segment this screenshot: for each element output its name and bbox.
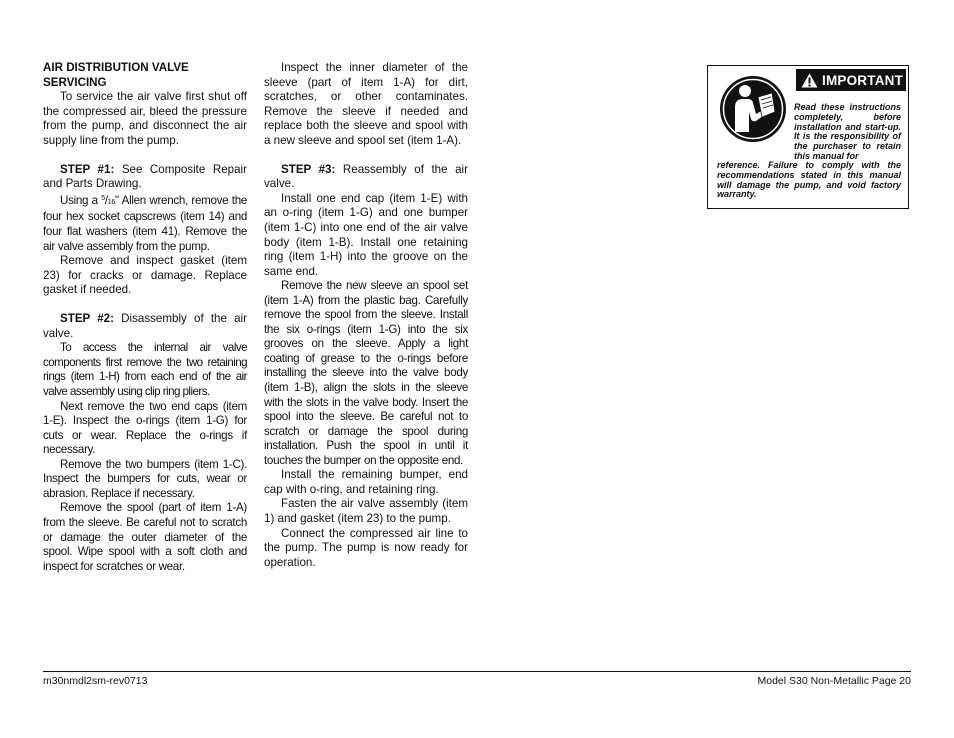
footer-doc-code: m30nmdl2sm-rev0713	[43, 675, 148, 687]
step1-gasket-paragraph: Remove and inspect gasket (item 23) for cracks or damage. Replace gasket if needed.	[43, 254, 247, 297]
footer-page-label: Model S30 Non-Metallic Page 20	[757, 675, 911, 687]
step3-remaining-paragraph: Install the remaining bumper, end cap with o-ring, and retaining ring.	[264, 468, 468, 496]
step3-text: Reassembly of the air valve.	[264, 162, 468, 191]
wrench-prefix: Using a	[60, 193, 102, 207]
step3-paragraph	[264, 163, 468, 192]
important-title: IMPORTANT	[822, 72, 904, 88]
important-text-upper: Read these instructions completely, before installation and start-up. It is the responsibility of the purchaser to retain this manual for	[794, 102, 901, 161]
fraction-numerator: 5	[101, 194, 105, 202]
step3-connect-paragraph: Connect the compressed air line to the pump. The pump is now ready for operation.	[264, 526, 468, 569]
step3-label: STEP #3:	[281, 162, 336, 176]
fraction-denominator: 16	[107, 198, 115, 206]
step3-endcap-paragraph: Install one end cap (item 1-E) with an o-ring (item 1-G) and one bumper (item 1-C) into one end of the air valve body (item 1-B). Install one retaining ring (item 1-H) into the groove on the same end.	[264, 191, 468, 278]
step1-wrench-paragraph	[43, 192, 247, 254]
step2-access-paragraph: To access the internal air valve components first remove the two retaining rings (item 1-H) from each end of the air valve assembly using clip ring pliers.	[43, 341, 247, 399]
step2-paragraph	[43, 312, 247, 341]
important-header	[796, 69, 906, 91]
important-notice-box	[707, 65, 909, 209]
step2-sleeve-paragraph: Inspect the inner diameter of the sleeve (part of item 1-A) for dirt, scratches, or other contaminates. Remove the sleeve if needed and replace both the sleeve and spool with a new sleeve and spool set (item 1-A).	[264, 61, 468, 147]
step2-label: STEP #2:	[60, 312, 114, 326]
step2-spool-paragraph: Remove the spool (part of item 1-A) from the sleeve. Be careful not to scratch or damage the outer diameter of the spool. Wipe spool with a soft cloth and inspect for scratches or wear.	[43, 501, 247, 573]
step2-bumpers-paragraph: Remove the two bumpers (item 1-C). Inspect the bumpers for cuts, wear or abrasion. Replace if necessary.	[43, 457, 247, 500]
step1-label: STEP #1:	[60, 162, 115, 176]
step2-text: Disassembly of the air valve.	[43, 312, 247, 340]
step1-paragraph	[43, 163, 247, 192]
step3-fasten-paragraph: Fasten the air valve assembly (item 1) and gasket (item 23) to the pump.	[264, 497, 468, 525]
step1-text: See Composite Repair and Parts Drawing.	[43, 162, 247, 191]
section-title-line2: SERVICING	[43, 75, 107, 89]
important-text-lower: reference. Failure to comply with the recommendations stated in this manual will damage the pump, and void factory warranty.	[717, 160, 901, 200]
middle-column	[264, 61, 468, 570]
step3-sleeve-paragraph: Remove the new sleeve an spool set (item 1-A) from the plastic bag. Carefully remove the spool from the sleeve. Install the six o-rings (item 1-G) into the six grooves on the sleeve. Apply a light coating of grease to the o-rings before installing the sleeve into the valve body (item 1-B), align the slots in the sleeve with the slots in the valve body. Insert the spool into the sleeve. Be careful not to scratch or damage the spool during installation. Push the spool in until it touches the bumper on the opposite end.	[264, 279, 468, 467]
section-title-line1: AIR DISTRIBUTION VALVE	[43, 61, 189, 74]
step2-endcaps-paragraph: Next remove the two end caps (item 1-E). Inspect the o-rings (item 1-G) for cuts or wear. Replace the o-rings if necessary.	[43, 399, 247, 457]
footer-rule	[43, 671, 911, 672]
fraction-slash: /	[104, 193, 108, 207]
wrench-suffix: " Allen wrench, remove the four hex socket capscrews (item 14) and four flat washers (item 41). Remove the air valve assembly from the pump.	[43, 193, 247, 253]
read-manual-icon	[718, 74, 788, 144]
left-column	[43, 61, 247, 574]
warning-triangle-icon	[801, 73, 818, 88]
intro-paragraph: To service the air valve first shut off the compressed air, bleed the pressure from the pump, and disconnect the air supply line from the pump.	[43, 90, 247, 147]
